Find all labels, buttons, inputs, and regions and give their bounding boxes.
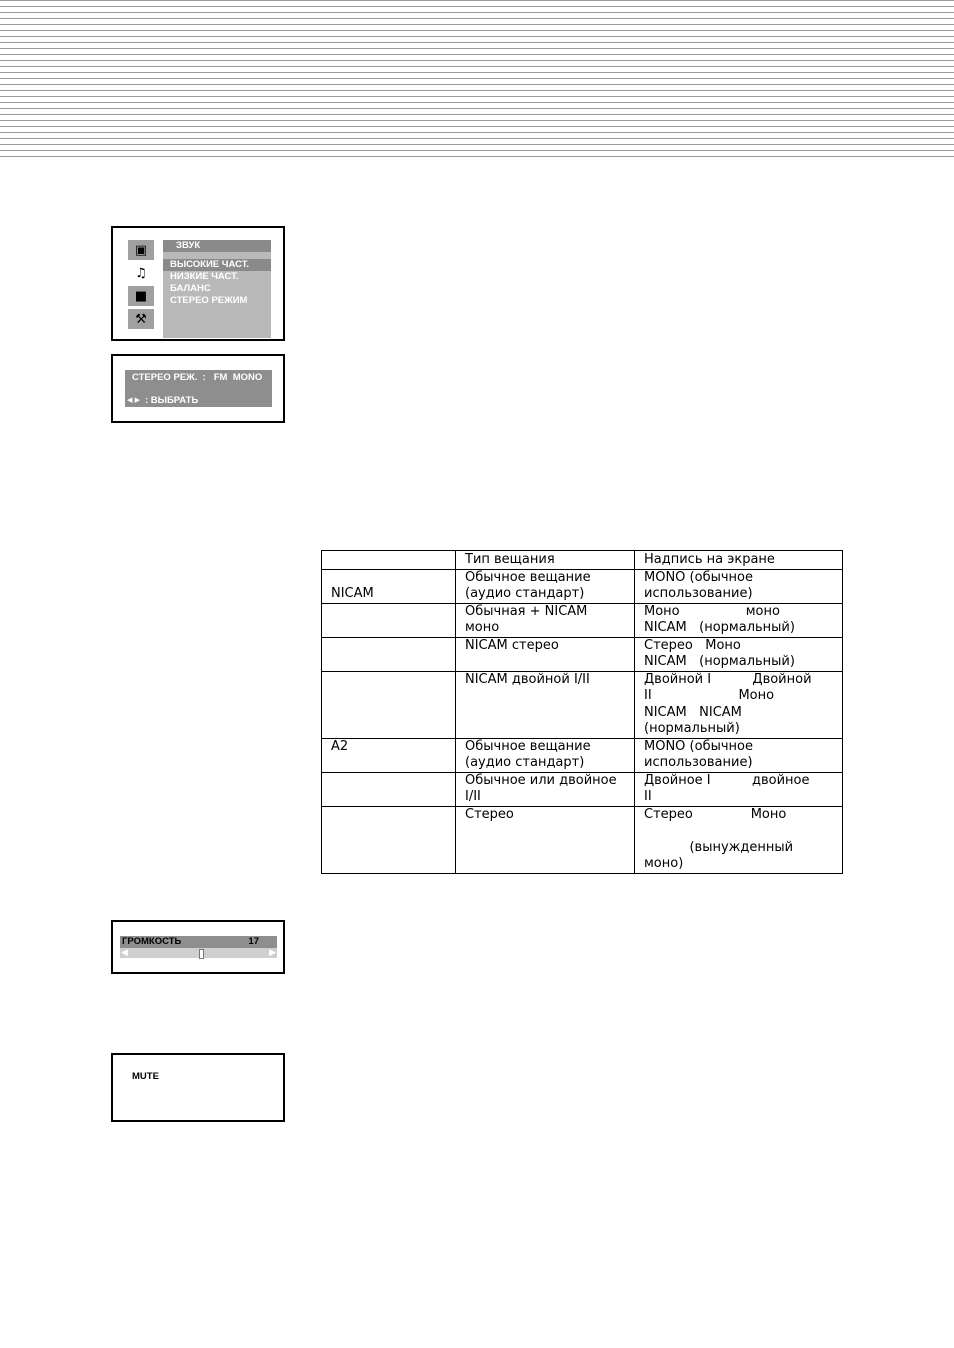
table-cell [322, 772, 456, 806]
table-cell: Моно моно NICAM (нормальный) [635, 603, 843, 637]
tv-picture-icon: ▣ [128, 240, 154, 260]
volume-slider-thumb[interactable] [199, 949, 204, 959]
volume-osd [111, 920, 285, 974]
table-cell [322, 637, 456, 671]
table-cell: NICAM стерео [456, 637, 635, 671]
sound-menu-title: ЗВУК [176, 240, 201, 251]
table-row [322, 738, 843, 772]
menu-item-stereo-mode[interactable]: СТЕРЕО РЕЖИМ [170, 295, 248, 306]
menu-item-balance[interactable]: БАЛАНС [170, 283, 211, 294]
table-header-cell: Тип вещания [456, 551, 635, 570]
table-row [322, 637, 843, 671]
volume-header-bar [120, 936, 277, 948]
table-cell: Стерео Моно (вынужденный моно) [635, 806, 843, 873]
table-cell: Обычное или двойное I/II [456, 772, 635, 806]
header-stripes [0, 0, 954, 160]
table-cell: NICAM [322, 569, 456, 603]
table-header-cell: Надпись на экране [635, 551, 843, 570]
mute-label: MUTE [132, 1071, 159, 1082]
stereo-mode-panel [125, 370, 272, 407]
select-hint: : ВЫБРАТЬ [145, 395, 199, 406]
menu-icon-column [128, 240, 156, 332]
settings-icon: ⚒ [128, 309, 154, 329]
table-cell: Обычное вещание (аудио стандарт) [456, 738, 635, 772]
menu-item-bass[interactable]: НИЗКИЕ ЧАСТ. [170, 271, 239, 282]
table-cell [322, 806, 456, 873]
sound-menu-panel [163, 240, 271, 338]
table-cell: Двойной I Двойной II Моно NICAM NICAM (нормальный) [635, 671, 843, 738]
left-right-arrows-icon: ◀ ▶ [127, 396, 140, 404]
table-row [322, 772, 843, 806]
screen-icon: ■ [128, 286, 154, 306]
menu-item-treble[interactable]: ВЫСОКИЕ ЧАСТ. [170, 259, 250, 270]
table-header-row [322, 551, 843, 570]
volume-label: ГРОМКОСТЬ [122, 936, 182, 947]
table-row [322, 569, 843, 603]
table-cell [322, 603, 456, 637]
table-cell: NICAM двойной I/II [456, 671, 635, 738]
sound-menu-title-bar [163, 240, 271, 252]
stereo-mode-osd [111, 354, 285, 423]
table-row [322, 671, 843, 738]
table-row [322, 806, 843, 873]
table-cell: A2 [322, 738, 456, 772]
right-arrow-icon[interactable]: ▶ [269, 948, 276, 958]
table-cell: Двойное I двойное II [635, 772, 843, 806]
broadcast-type-table [321, 550, 843, 874]
table-row [322, 603, 843, 637]
table-cell [322, 671, 456, 738]
table-header-cell [322, 551, 456, 570]
sound-menu-osd [111, 226, 285, 341]
music-note-icon: ♫ [135, 265, 147, 281]
stereo-mode-label: СТЕРЕО РЕЖ. : FM MONO [132, 372, 263, 383]
volume-slider[interactable] [120, 948, 277, 958]
mute-osd [111, 1053, 285, 1122]
table-cell: Обычная + NICAM моно [456, 603, 635, 637]
table-cell: Обычное вещание (аудио стандарт) [456, 569, 635, 603]
table-cell: MONO (обычное использование) [635, 738, 843, 772]
table-cell: Стерео [456, 806, 635, 873]
left-arrow-icon[interactable]: ◀ [121, 948, 128, 958]
volume-value: 17 [248, 936, 259, 947]
table-cell: Стерео Моно NICAM (нормальный) [635, 637, 843, 671]
table-cell: MONO (обычное использование) [635, 569, 843, 603]
